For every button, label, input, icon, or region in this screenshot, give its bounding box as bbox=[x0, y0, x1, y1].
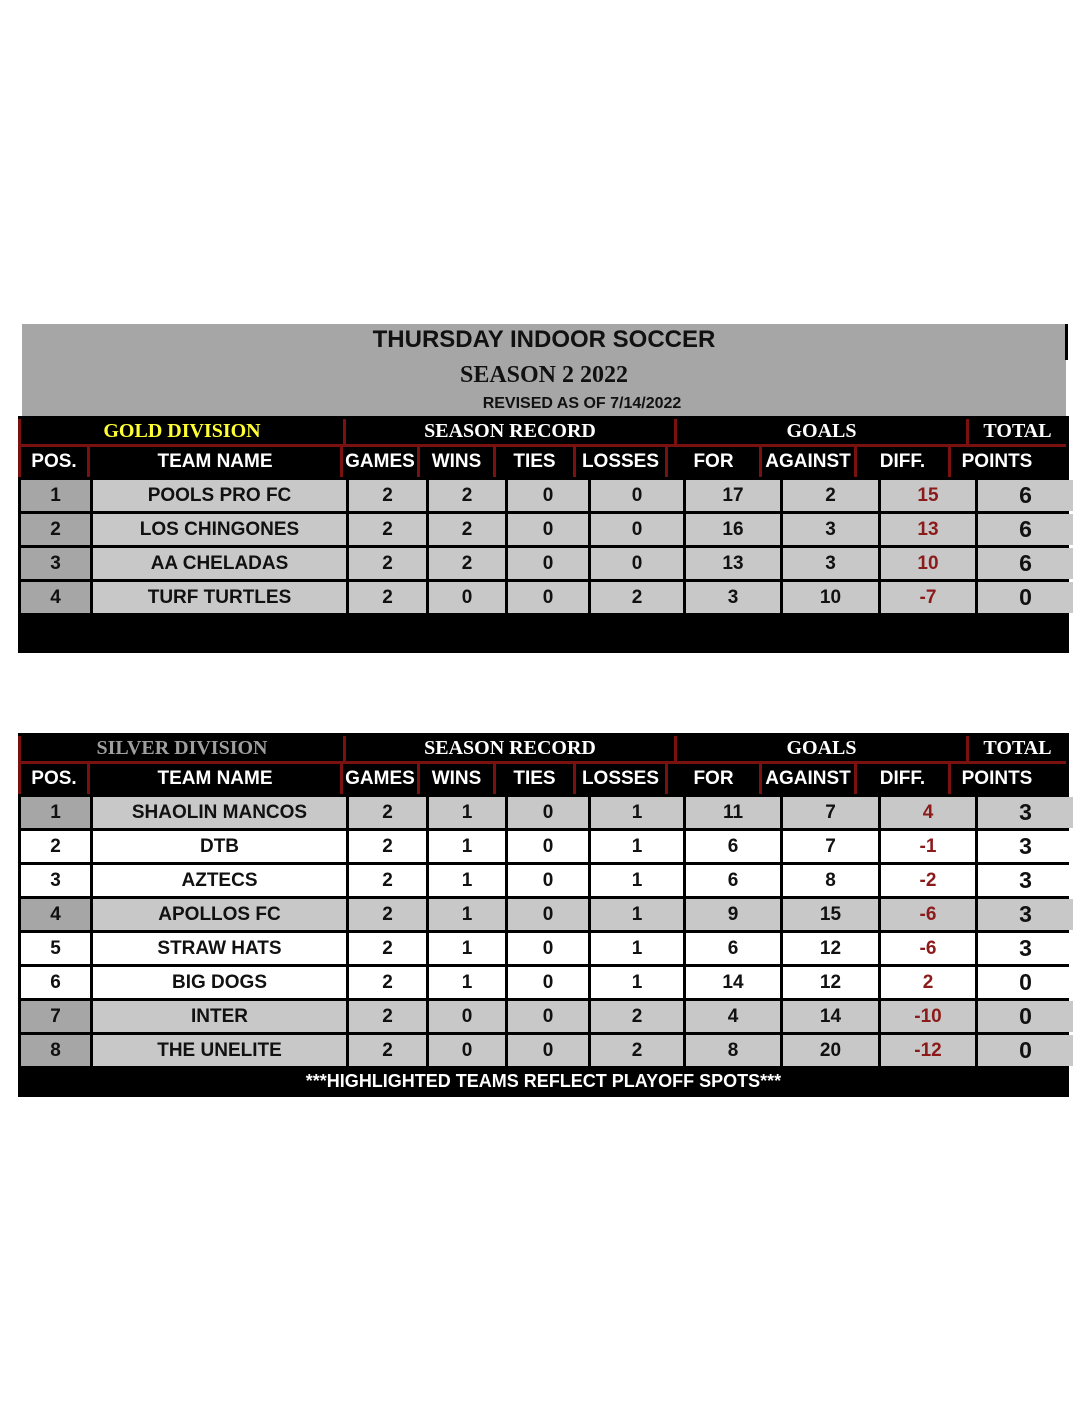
cell-team: APOLLOS FC bbox=[93, 899, 346, 930]
table-row bbox=[18, 579, 1069, 613]
cell-against: 15 bbox=[783, 899, 878, 930]
cell-ties: 0 bbox=[508, 797, 588, 828]
col-games: GAMES bbox=[340, 447, 417, 477]
cell-ties: 0 bbox=[508, 582, 588, 613]
gold-footer-bar bbox=[18, 613, 1069, 653]
cell-diff: 15 bbox=[881, 480, 975, 511]
cell-team: DTB bbox=[93, 831, 346, 862]
table-row bbox=[18, 1032, 1069, 1066]
goals-label: GOALS bbox=[674, 419, 966, 447]
cell-against: 12 bbox=[783, 967, 878, 998]
season-record-label: SEASON RECORD bbox=[343, 419, 674, 447]
cell-wins: 1 bbox=[429, 899, 505, 930]
cell-losses: 0 bbox=[591, 514, 683, 545]
table-row bbox=[18, 511, 1069, 545]
col-losses: LOSSES bbox=[573, 447, 665, 477]
cell-wins: 2 bbox=[429, 514, 505, 545]
col-team: TEAM NAME bbox=[87, 447, 340, 477]
col-for: FOR bbox=[665, 764, 759, 794]
cell-pos: 2 bbox=[21, 514, 90, 545]
cell-diff: -7 bbox=[881, 582, 975, 613]
cell-ties: 0 bbox=[508, 865, 588, 896]
cell-games: 2 bbox=[349, 899, 426, 930]
cell-games: 2 bbox=[349, 865, 426, 896]
cell-losses: 1 bbox=[591, 967, 683, 998]
cell-wins: 2 bbox=[429, 480, 505, 511]
col-against: AGAINST bbox=[759, 764, 854, 794]
table-row bbox=[18, 794, 1069, 828]
cell-losses: 0 bbox=[591, 480, 683, 511]
col-games: GAMES bbox=[340, 764, 417, 794]
cell-team: THE UNELITE bbox=[93, 1035, 346, 1066]
cell-for: 16 bbox=[686, 514, 780, 545]
col-diff: DIFF. bbox=[854, 447, 948, 477]
silver-group-header-row bbox=[18, 733, 1069, 764]
table-row bbox=[18, 545, 1069, 579]
cell-diff: 10 bbox=[881, 548, 975, 579]
cell-for: 4 bbox=[686, 1001, 780, 1032]
table-row bbox=[18, 930, 1069, 964]
cell-pos: 5 bbox=[21, 933, 90, 964]
cell-for: 11 bbox=[686, 797, 780, 828]
cell-diff: 13 bbox=[881, 514, 975, 545]
cell-against: 3 bbox=[783, 548, 878, 579]
col-wins: WINS bbox=[417, 764, 493, 794]
cell-diff: 2 bbox=[881, 967, 975, 998]
goals-label: GOALS bbox=[674, 736, 966, 764]
table-row bbox=[18, 862, 1069, 896]
col-team: TEAM NAME bbox=[87, 764, 340, 794]
cell-points: 3 bbox=[978, 865, 1073, 896]
cell-for: 6 bbox=[686, 831, 780, 862]
cell-games: 2 bbox=[349, 582, 426, 613]
season-label: SEASON 2 2022 bbox=[459, 362, 629, 388]
total-label: TOTAL bbox=[966, 419, 1066, 447]
cell-games: 2 bbox=[349, 797, 426, 828]
silver-rows bbox=[18, 794, 1069, 1066]
cell-team: LOS CHINGONES bbox=[93, 514, 346, 545]
table-row bbox=[18, 964, 1069, 998]
cell-pos: 2 bbox=[21, 831, 90, 862]
cell-pos: 3 bbox=[21, 865, 90, 896]
cell-games: 2 bbox=[349, 480, 426, 511]
cell-losses: 1 bbox=[591, 865, 683, 896]
col-ties: TIES bbox=[493, 447, 573, 477]
cell-losses: 2 bbox=[591, 582, 683, 613]
cell-for: 6 bbox=[686, 933, 780, 964]
cell-points: 6 bbox=[978, 480, 1073, 511]
cell-for: 9 bbox=[686, 899, 780, 930]
gold-group-header-row bbox=[18, 416, 1069, 447]
page-title: THURSDAY INDOOR SOCCER bbox=[372, 326, 716, 353]
cell-for: 3 bbox=[686, 582, 780, 613]
cell-diff: -6 bbox=[881, 933, 975, 964]
cell-against: 10 bbox=[783, 582, 878, 613]
cell-against: 8 bbox=[783, 865, 878, 896]
cell-pos: 7 bbox=[21, 1001, 90, 1032]
cell-wins: 1 bbox=[429, 933, 505, 964]
col-ties: TIES bbox=[493, 764, 573, 794]
cell-diff: -2 bbox=[881, 865, 975, 896]
cell-wins: 2 bbox=[429, 548, 505, 579]
cell-losses: 2 bbox=[591, 1035, 683, 1066]
col-pos: POS. bbox=[18, 764, 87, 794]
cell-pos: 4 bbox=[21, 899, 90, 930]
cell-diff: -10 bbox=[881, 1001, 975, 1032]
cell-wins: 1 bbox=[429, 967, 505, 998]
cell-ties: 0 bbox=[508, 480, 588, 511]
cell-losses: 1 bbox=[591, 933, 683, 964]
cell-points: 6 bbox=[978, 548, 1073, 579]
cell-team: INTER bbox=[93, 1001, 346, 1032]
playoff-footnote: ***HIGHLIGHTED TEAMS REFLECT PLAYOFF SPOTS*** bbox=[305, 1071, 782, 1091]
table-row bbox=[18, 477, 1069, 511]
cell-ties: 0 bbox=[508, 899, 588, 930]
cell-points: 0 bbox=[978, 1035, 1073, 1066]
cell-against: 14 bbox=[783, 1001, 878, 1032]
cell-pos: 1 bbox=[21, 480, 90, 511]
cell-for: 13 bbox=[686, 548, 780, 579]
cell-points: 3 bbox=[978, 933, 1073, 964]
cell-ties: 0 bbox=[508, 967, 588, 998]
cell-games: 2 bbox=[349, 548, 426, 579]
cell-team: BIG DOGS bbox=[93, 967, 346, 998]
cell-team: SHAOLIN MANCOS bbox=[93, 797, 346, 828]
cell-team: STRAW HATS bbox=[93, 933, 346, 964]
cell-for: 8 bbox=[686, 1035, 780, 1066]
col-losses: LOSSES bbox=[573, 764, 665, 794]
cell-team: AA CHELADAS bbox=[93, 548, 346, 579]
cell-pos: 4 bbox=[21, 582, 90, 613]
gold-rows bbox=[18, 477, 1069, 613]
cell-points: 3 bbox=[978, 797, 1073, 828]
cell-points: 0 bbox=[978, 1001, 1073, 1032]
cell-points: 3 bbox=[978, 899, 1073, 930]
cell-ties: 0 bbox=[508, 514, 588, 545]
cell-wins: 1 bbox=[429, 865, 505, 896]
cell-against: 3 bbox=[783, 514, 878, 545]
table-row bbox=[18, 998, 1069, 1032]
cell-for: 17 bbox=[686, 480, 780, 511]
cell-games: 2 bbox=[349, 933, 426, 964]
cell-diff: 4 bbox=[881, 797, 975, 828]
cell-losses: 1 bbox=[591, 899, 683, 930]
cell-for: 6 bbox=[686, 865, 780, 896]
cell-losses: 2 bbox=[591, 1001, 683, 1032]
table-row bbox=[18, 828, 1069, 862]
cell-ties: 0 bbox=[508, 831, 588, 862]
cell-losses: 0 bbox=[591, 548, 683, 579]
cell-wins: 0 bbox=[429, 1035, 505, 1066]
cell-wins: 1 bbox=[429, 831, 505, 862]
gold-column-header-row bbox=[18, 447, 1069, 477]
cell-points: 6 bbox=[978, 514, 1073, 545]
cell-losses: 1 bbox=[591, 831, 683, 862]
cell-ties: 0 bbox=[508, 1001, 588, 1032]
cell-against: 7 bbox=[783, 797, 878, 828]
col-pos: POS. bbox=[18, 447, 87, 477]
col-points: POINTS bbox=[948, 764, 1043, 794]
cell-against: 12 bbox=[783, 933, 878, 964]
cell-against: 7 bbox=[783, 831, 878, 862]
cell-against: 20 bbox=[783, 1035, 878, 1066]
cell-pos: 3 bbox=[21, 548, 90, 579]
cell-points: 0 bbox=[978, 582, 1073, 613]
cell-pos: 8 bbox=[21, 1035, 90, 1066]
season-record-label: SEASON RECORD bbox=[343, 736, 674, 764]
cell-ties: 0 bbox=[508, 1035, 588, 1066]
col-against: AGAINST bbox=[759, 447, 854, 477]
standings-sheet bbox=[18, 324, 1069, 1097]
cell-points: 0 bbox=[978, 967, 1073, 998]
cell-games: 2 bbox=[349, 831, 426, 862]
cell-team: AZTECS bbox=[93, 865, 346, 896]
cell-for: 14 bbox=[686, 967, 780, 998]
silver-column-header-row bbox=[18, 764, 1069, 794]
col-diff: DIFF. bbox=[854, 764, 948, 794]
cell-wins: 0 bbox=[429, 582, 505, 613]
cell-diff: -12 bbox=[881, 1035, 975, 1066]
col-for: FOR bbox=[665, 447, 759, 477]
cell-against: 2 bbox=[783, 480, 878, 511]
cell-ties: 0 bbox=[508, 548, 588, 579]
silver-division-table bbox=[18, 733, 1069, 1097]
gold-division-table bbox=[18, 416, 1069, 653]
cell-ties: 0 bbox=[508, 933, 588, 964]
total-label: TOTAL bbox=[966, 736, 1066, 764]
cell-games: 2 bbox=[349, 967, 426, 998]
cell-losses: 1 bbox=[591, 797, 683, 828]
gold-division-name: GOLD DIVISION bbox=[18, 419, 343, 447]
standings-header bbox=[22, 324, 1066, 416]
cell-team: TURF TURTLES bbox=[93, 582, 346, 613]
col-wins: WINS bbox=[417, 447, 493, 477]
revised-date: REVISED AS OF 7/14/2022 bbox=[482, 395, 682, 412]
col-points: POINTS bbox=[948, 447, 1043, 477]
cell-games: 2 bbox=[349, 1035, 426, 1066]
cell-diff: -1 bbox=[881, 831, 975, 862]
cell-team: POOLS PRO FC bbox=[93, 480, 346, 511]
silver-division-name: SILVER DIVISION bbox=[18, 736, 343, 764]
table-row bbox=[18, 896, 1069, 930]
cell-wins: 0 bbox=[429, 1001, 505, 1032]
cell-points: 3 bbox=[978, 831, 1073, 862]
cell-wins: 1 bbox=[429, 797, 505, 828]
cell-pos: 6 bbox=[21, 967, 90, 998]
cell-pos: 1 bbox=[21, 797, 90, 828]
cell-diff: -6 bbox=[881, 899, 975, 930]
cell-games: 2 bbox=[349, 1001, 426, 1032]
cell-games: 2 bbox=[349, 514, 426, 545]
